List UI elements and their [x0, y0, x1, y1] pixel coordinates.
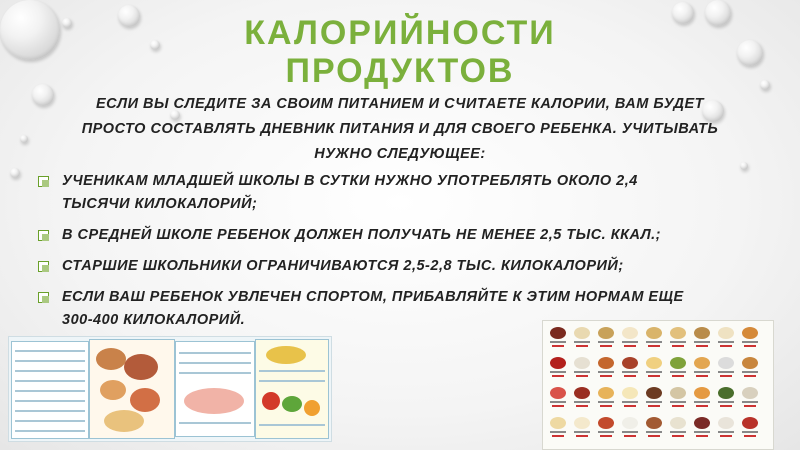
food-cell: [645, 327, 663, 353]
food-cell: [621, 327, 639, 353]
food-cell: [645, 387, 663, 413]
food-cell: [597, 417, 615, 443]
calorie-tables-collage-image: [8, 336, 332, 442]
bullet-text: В СРЕДНЕЙ ШКОЛЕ РЕБЕНОК ДОЛЖЕН ПОЛУЧАТЬ НЕ МЕНЕЕ 2,5 ТЫС. ККАЛ.;: [62, 227, 662, 243]
table-panel: [89, 339, 175, 439]
water-drop-decoration: [20, 135, 28, 143]
food-cell: [693, 417, 711, 443]
food-cell: [621, 357, 639, 383]
food-cell: [549, 387, 567, 413]
food-cell: [717, 387, 735, 413]
food-cell: [549, 327, 567, 353]
food-cell: [693, 387, 711, 413]
bullet-text: ТЫСЯЧИ КИЛОКАЛОРИЙ;: [62, 196, 258, 212]
page-title-line1: КАЛОРИЙНОСТИ: [244, 14, 556, 52]
food-cell: [741, 357, 759, 383]
bullet-text: СТАРШИЕ ШКОЛЬНИКИ ОГРАНИЧИВАЮТСЯ 2,5-2,8 ТЫС. КИЛОКАЛОРИЙ;: [62, 258, 624, 274]
food-cell: [669, 387, 687, 413]
food-cell: [597, 327, 615, 353]
food-cell: [645, 417, 663, 443]
intro-line: НУЖНО СЛЕДУЮЩЕЕ:: [314, 146, 486, 162]
water-drop-decoration: [10, 168, 20, 178]
food-cell: [573, 327, 591, 353]
bullet-item: [38, 255, 758, 278]
bullet-text: 300-400 КИЛОКАЛОРИЙ.: [62, 312, 246, 328]
food-cell: [573, 357, 591, 383]
intro-paragraph: [40, 92, 760, 167]
square-bullet-icon: [38, 261, 49, 272]
food-cell: [573, 387, 591, 413]
square-bullet-icon: [38, 176, 49, 187]
square-bullet-icon: [38, 230, 49, 241]
food-cell: [741, 327, 759, 353]
food-calorie-chart-image: [542, 320, 774, 450]
food-cell: [693, 357, 711, 383]
food-cell: [597, 357, 615, 383]
food-cell: [621, 387, 639, 413]
food-cell: [717, 417, 735, 443]
food-cell: [573, 417, 591, 443]
page-title-line2: ПРОДУКТОВ: [285, 52, 515, 90]
food-cell: [717, 327, 735, 353]
food-cell: [645, 357, 663, 383]
bullet-item: [38, 170, 758, 216]
bullet-text: ЕСЛИ ВАШ РЕБЕНОК УВЛЕЧЕН СПОРТОМ, ПРИБАВЛЯЙТЕ К ЭТИМ НОРМАМ ЕЩЕ: [62, 289, 684, 305]
food-cell: [669, 417, 687, 443]
table-panel: [255, 339, 329, 439]
intro-line: ПРОСТО СОСТАВЛЯТЬ ДНЕВНИК ПИТАНИЯ И ДЛЯ СВОЕГО РЕБЕНКА. УЧИТЫВАТЬ: [81, 121, 719, 137]
food-cell: [693, 327, 711, 353]
food-cell: [741, 387, 759, 413]
food-cell: [621, 417, 639, 443]
food-cell: [549, 417, 567, 443]
food-cell: [549, 357, 567, 383]
bullet-list: [38, 170, 758, 340]
food-cell: [597, 387, 615, 413]
table-panel: [175, 341, 255, 437]
table-panel: [11, 341, 89, 439]
bullet-text: УЧЕНИКАМ МЛАДШЕЙ ШКОЛЫ В СУТКИ НУЖНО УПОТРЕБЛЯТЬ ОКОЛО 2,4: [62, 173, 638, 189]
food-cell: [669, 327, 687, 353]
bullet-item: [38, 224, 758, 247]
food-cell: [717, 357, 735, 383]
food-cell: [741, 417, 759, 443]
intro-line: ЕСЛИ ВЫ СЛЕДИТЕ ЗА СВОИМ ПИТАНИЕМ И СЧИТАЕТЕ КАЛОРИИ, ВАМ БУДЕТ: [95, 96, 705, 112]
food-cell: [669, 357, 687, 383]
square-bullet-icon: [38, 292, 49, 303]
